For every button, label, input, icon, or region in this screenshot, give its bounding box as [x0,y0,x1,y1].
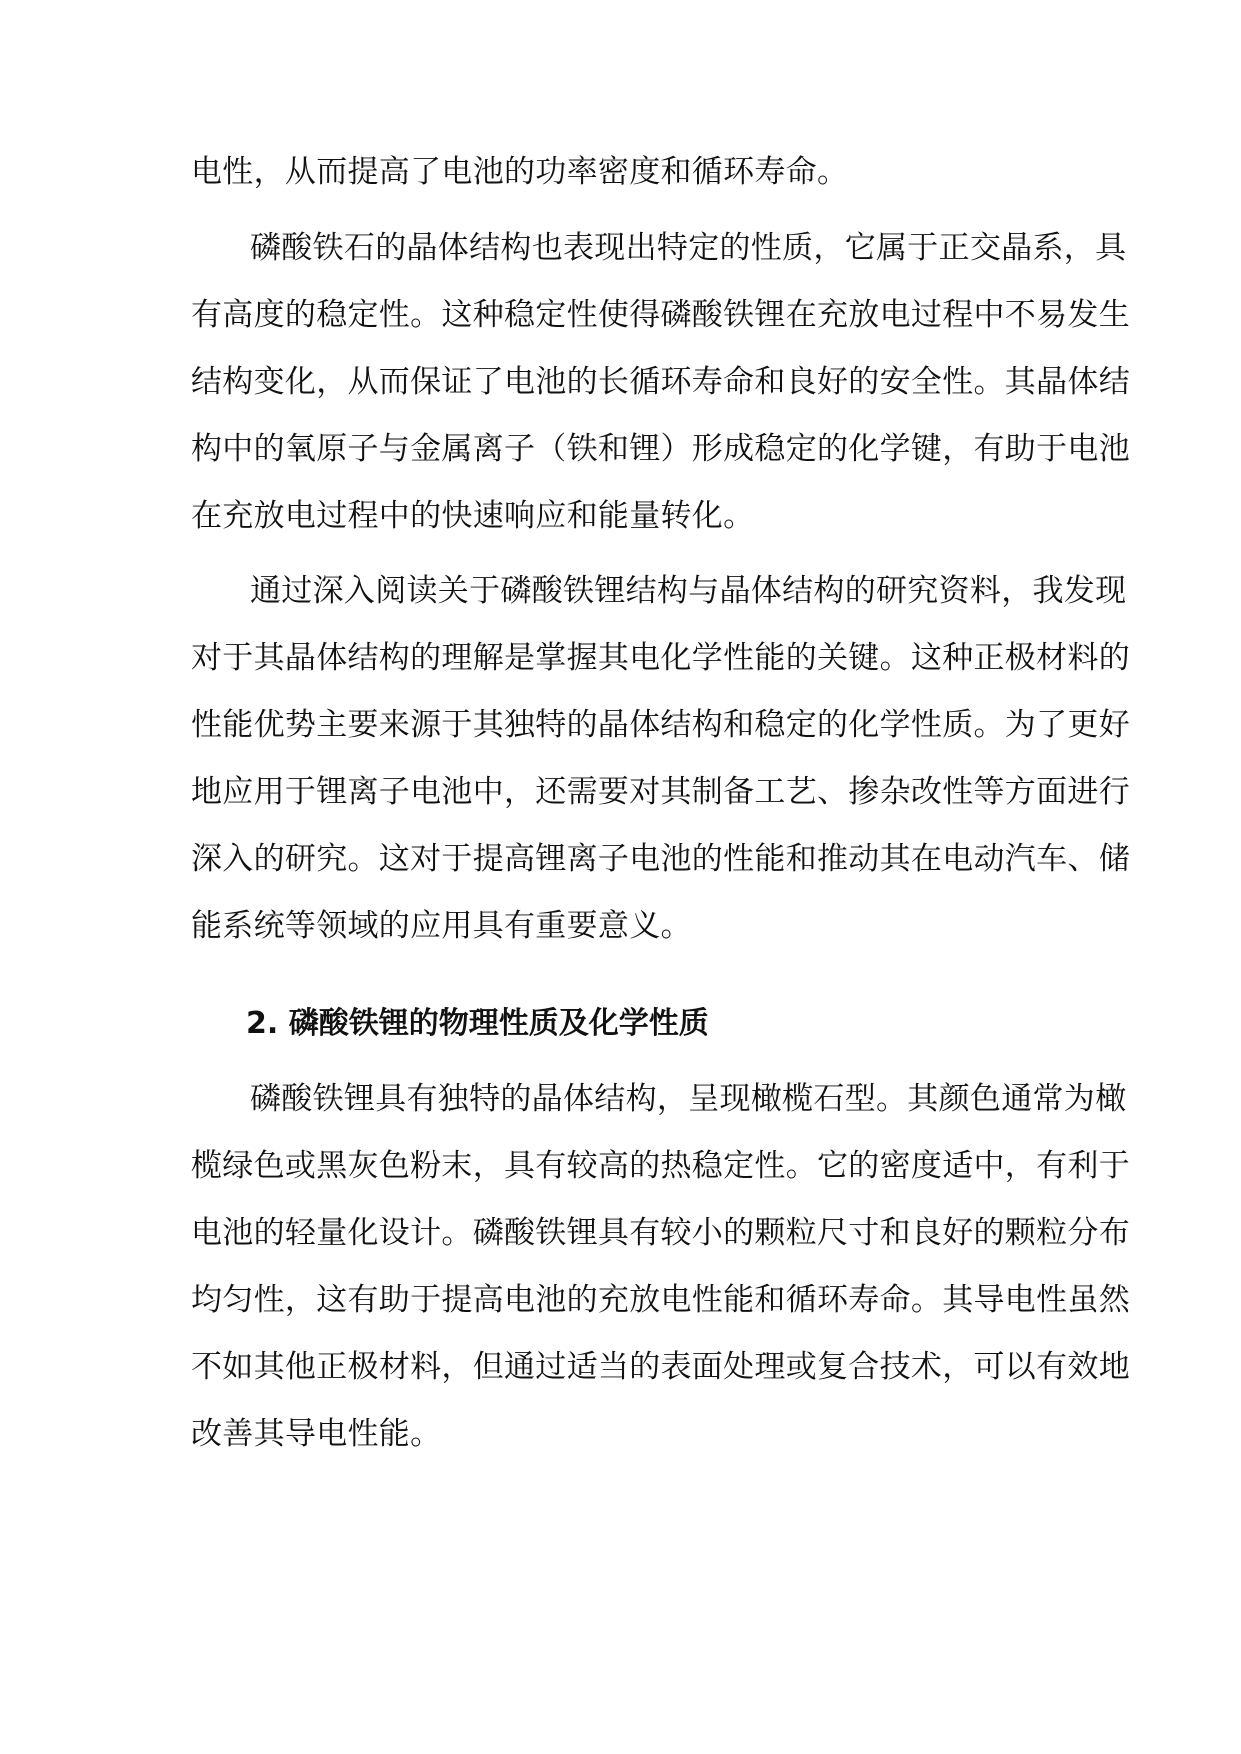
text-line: 构中的氧原子与金属离子（铁和锂）形成稳定的化学键，有助于电池 [191,431,1130,467]
text-line: 性能优势主要来源于其独特的晶体结构和稳定的化学性质。为了更好 [191,707,1130,743]
text-line: 能系统等领域的应用具有重要意义。 [191,908,692,944]
text-line: 在充放电过程中的快速响应和能量转化。 [191,498,755,534]
text-line: 均匀性，这有助于提高电池的充放电性能和循环寿命。其导电性虽然 [191,1282,1130,1318]
section-heading: 2. 磷酸铁锂的物理性质及化学性质 [246,1006,709,1041]
text-line: 地应用于锂离子电池中，还需要对其制备工艺、掺杂改性等方面进行 [191,774,1130,810]
text-line: 改善其导电性能。 [191,1416,442,1452]
text-line: 榄绿色或黑灰色粉末，具有较高的热稳定性。它的密度适中，有利于 [191,1148,1130,1184]
text-line: 对于其晶体结构的理解是掌握其电化学性能的关键。这种正极材料的 [191,640,1130,676]
text-line: 磷酸铁石的晶体结构也表现出特定的性质，它属于正交晶系，具 [250,230,1127,266]
text-line: 电池的轻量化设计。磷酸铁锂具有较小的颗粒尺寸和良好的颗粒分布 [191,1215,1130,1251]
text-line: 通过深入阅读关于磷酸铁锂结构与晶体结构的研究资料，我发现 [250,573,1127,609]
text-line: 结构变化，从而保证了电池的长循环寿命和良好的安全性。其晶体结 [191,364,1130,400]
text-line: 有高度的稳定性。这种稳定性使得磷酸铁锂在充放电过程中不易发生 [191,297,1130,333]
text-line: 电性，从而提高了电池的功率密度和循环寿命。 [191,154,849,190]
text-line: 不如其他正极材料，但通过适当的表面处理或复合技术，可以有效地 [191,1349,1130,1385]
text-line: 磷酸铁锂具有独特的晶体结构，呈现橄榄石型。其颜色通常为橄 [250,1081,1127,1117]
text-line: 深入的研究。这对于提高锂离子电池的性能和推动其在电动汽车、储 [191,841,1130,877]
